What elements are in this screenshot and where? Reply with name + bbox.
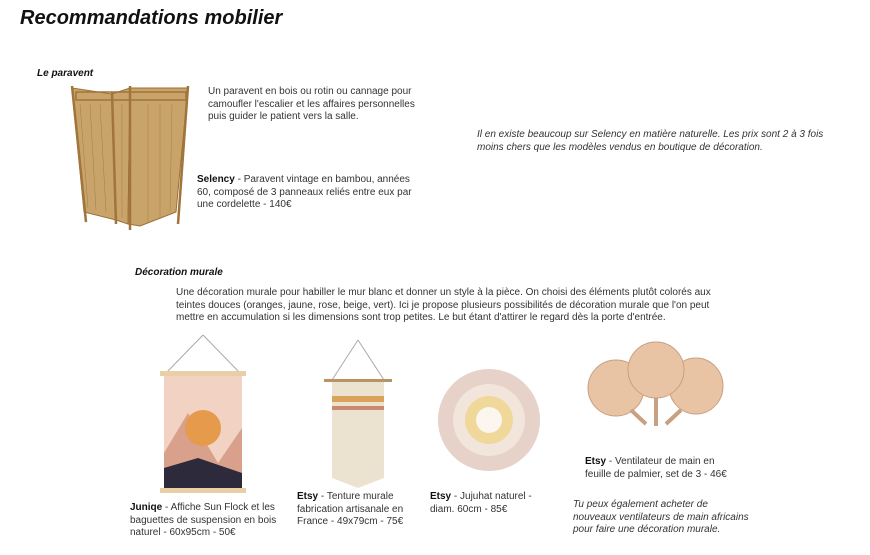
fans-note: Tu peux également acheter de nouveaux ventilateurs de main africains pour faire une décoration murale. [573, 499, 749, 536]
shop-name: Etsy [585, 456, 607, 467]
wall-hanging-image [322, 338, 394, 490]
paravent-note: Il en existe beaucoup sur Selency en matière naturelle. Les prix sont 2 à 3 fois moins chers que les modèles vendus en boutique de décoration. [477, 129, 824, 153]
folding-screen-image [68, 84, 193, 230]
shop-name: Juniqe [130, 502, 163, 513]
product-description: - Ventilateur de main en feuille de palmier, set de 3 - 46€ [585, 456, 727, 480]
product-description: - Paravent vintage en bambou, années 60, composé de 3 panneaux reliés entre eux par une cordelette - 140€ [197, 174, 412, 211]
section-heading-paravent: Le paravent [37, 68, 94, 79]
page-title: Recommandations mobilier [20, 7, 283, 29]
product-description: - Jujuhat naturel - diam. 60cm - 85€ [430, 491, 532, 515]
paravent-caption [197, 174, 422, 212]
section-heading-deco: Décoration murale [135, 267, 223, 278]
deco-description: Une décoration murale pour habiller le mur blanc et donner un style à la pièce. On choisi des éléments plutôt colorés aux teintes douces (oranges, jaune, rose, beige, vert). Ici je propose plusieurs possibilités de décoration murale que l'on peut mettre en accumulation si les dimensions sont trop petites. Le but étant d'attirer le regard dès la porte d'entrée. [176, 287, 711, 324]
fans-caption [585, 456, 730, 481]
paravent-description: Un paravent en bois ou rotin ou cannage pour camoufler l'escalier et les affaires personnelles puis guider le patient vers la salle. [208, 86, 415, 123]
palm-fans-image [586, 340, 726, 428]
jujuhat-caption [430, 491, 555, 516]
product-description: - Affiche Sun Flock et les baguettes de suspension en bois naturel - 60x95cm - 50€ [130, 502, 277, 539]
product-description: - Tenture murale fabrication artisanale en France - 49x79cm - 75€ [297, 491, 404, 528]
jujuhat-image [436, 367, 542, 473]
poster-image [158, 333, 248, 495]
shop-name: Selency [197, 174, 235, 185]
poster-caption [130, 502, 280, 540]
shop-name: Etsy [430, 491, 452, 502]
wall-hanging-caption [297, 491, 409, 529]
shop-name: Etsy [297, 491, 319, 502]
